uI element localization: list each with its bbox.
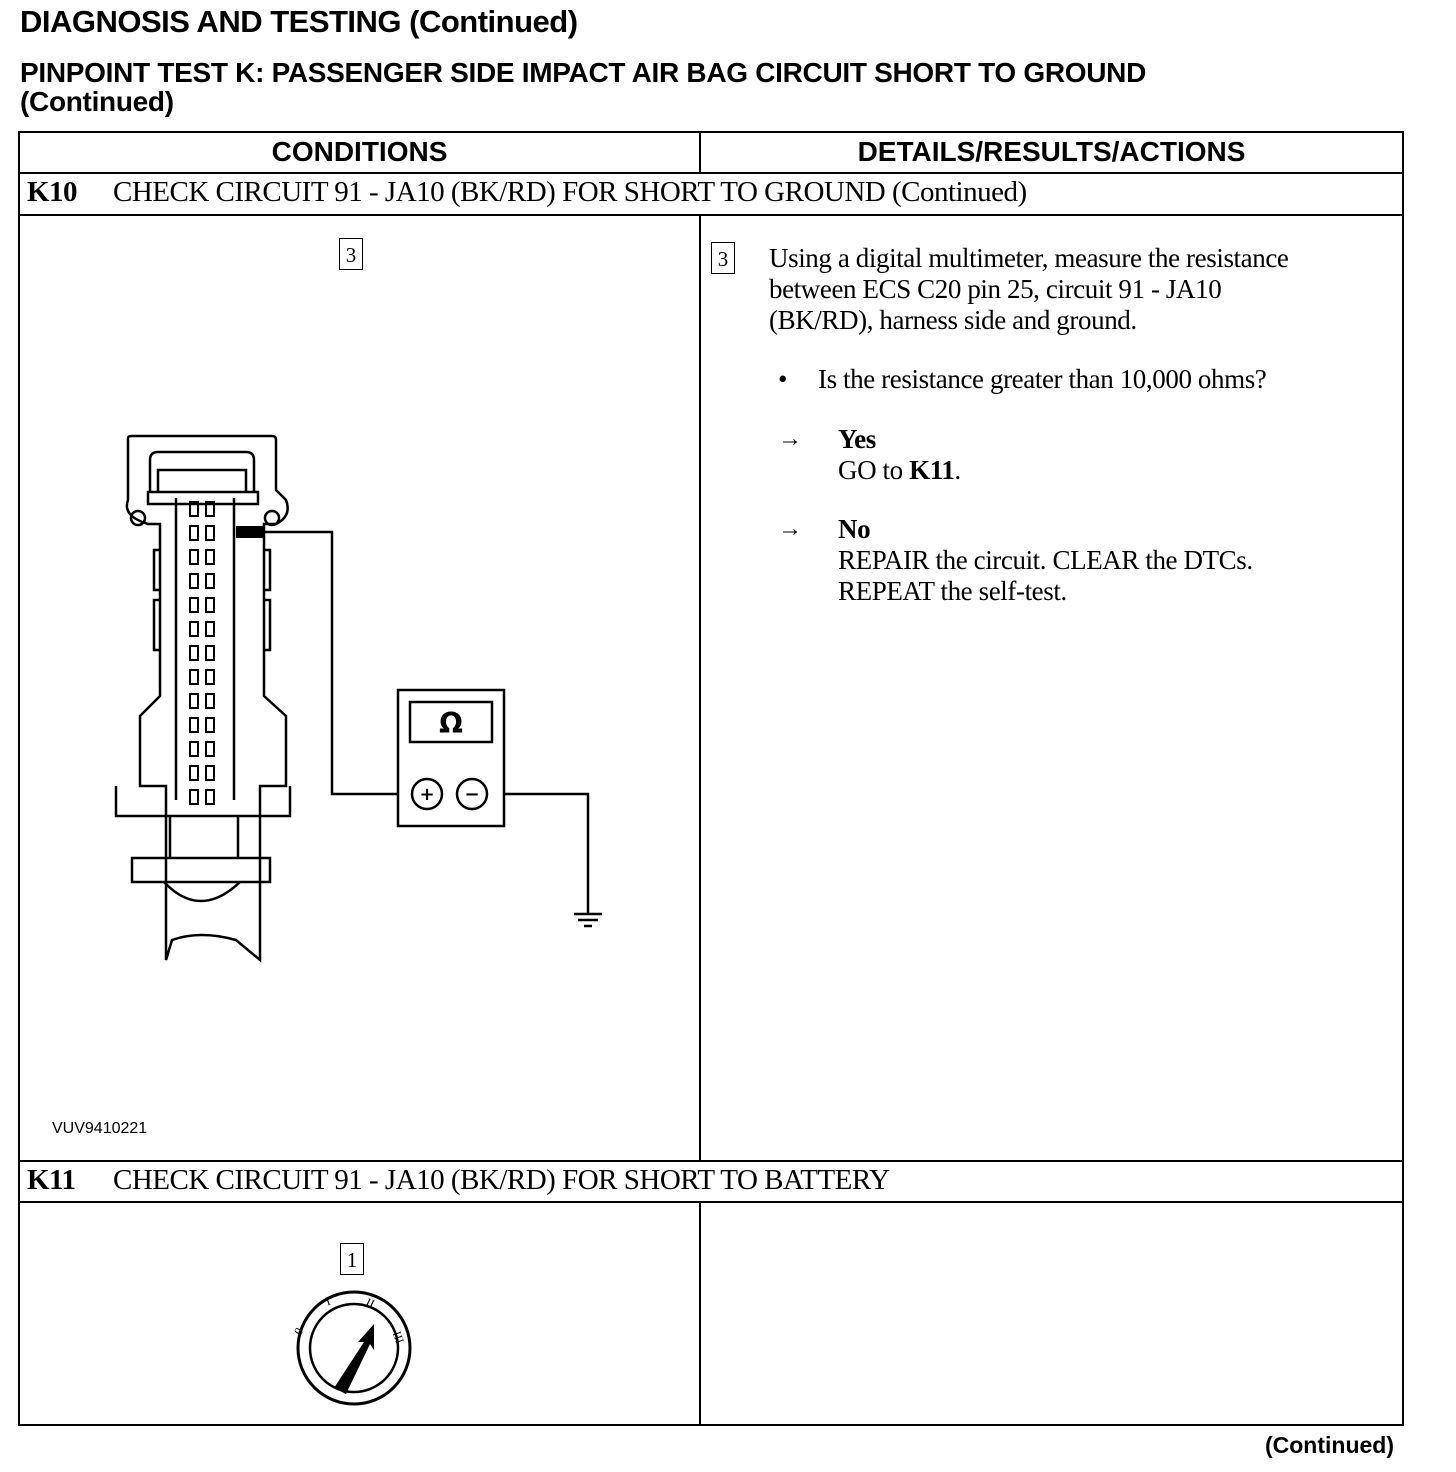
k11-header-border — [18, 1201, 1404, 1203]
column-divider-k11 — [699, 1201, 701, 1426]
table-top-border — [18, 131, 1404, 133]
table-bottom-border — [18, 1424, 1404, 1426]
ignition-position-3: III — [389, 1329, 408, 1346]
k10-step-box-conditions: 3 — [339, 238, 363, 270]
table-header-border — [18, 172, 1404, 174]
column-divider-k10 — [699, 214, 701, 1162]
ecs-connector-icon — [116, 436, 290, 960]
figure-code: VUV9410221 — [52, 1120, 148, 1137]
yes-action-prefix: GO to — [838, 455, 910, 485]
negative-terminal-label: − — [464, 784, 480, 805]
pinpoint-test-title — [20, 58, 1146, 116]
test-title-line1: PINPOINT TEST K: PASSENGER SIDE IMPACT AIR BAG CIRCUIT SHORT TO GROUND — [20, 57, 1147, 88]
k10-instruction — [769, 243, 1289, 336]
k10-heading — [27, 176, 1027, 209]
k11-title: CHECK CIRCUIT 91 - JA10 (BK/RD) FOR SHORT TO BATTERY — [113, 1164, 890, 1196]
ignition-position-1: I — [323, 1293, 333, 1309]
column-header-details: DETAILS/RESULTS/ACTIONS — [857, 136, 1246, 167]
instruction-line-3: (BK/RD), harness side and ground. — [769, 305, 1137, 335]
positive-terminal-label: + — [419, 784, 435, 805]
ohm-symbol: Ω — [439, 707, 463, 740]
test-title-line2: (Continued) — [20, 86, 174, 117]
k11-heading — [27, 1164, 890, 1197]
column-header-conditions: CONDITIONS — [271, 136, 448, 167]
table-left-border — [18, 131, 20, 1426]
no-action-line-2: REPEAT the self-test. — [838, 576, 1067, 606]
yes-label: Yes — [838, 424, 876, 454]
k10-id: K10 — [27, 176, 78, 208]
continued-footer: (Continued) — [1264, 1432, 1394, 1458]
page-title: DIAGNOSIS AND TESTING (Continued) — [20, 4, 578, 39]
connector-multimeter-diagram — [100, 420, 620, 980]
no-result — [838, 514, 1253, 607]
yes-action — [838, 455, 961, 486]
yes-result — [838, 424, 961, 486]
no-action-line-1: REPAIR the circuit. CLEAR the DTCs. — [838, 545, 1253, 575]
k10-question: Is the resistance greater than 10,000 ohms? — [818, 364, 1267, 394]
no-arrow-icon: → — [778, 516, 802, 542]
connector-pins — [190, 502, 214, 804]
yes-arrow-icon: → — [778, 426, 802, 452]
k11-step-box: 1 — [340, 1243, 364, 1275]
test-probe-icon — [236, 526, 264, 538]
yes-action-suffix: . — [954, 455, 961, 485]
k10-step-box-details: 3 — [711, 242, 735, 274]
instruction-line-1: Using a digital multimeter, measure the resistance — [769, 243, 1289, 273]
k10-title: CHECK CIRCUIT 91 - JA10 (BK/RD) FOR SHORT TO GROUND (Continued) — [113, 176, 1027, 208]
ignition-switch-icon — [290, 1282, 420, 1412]
ignition-position-0: 0 — [291, 1325, 307, 1338]
table-right-border — [1402, 131, 1404, 1426]
k11-top-border — [18, 1160, 1404, 1162]
ignition-position-2: II — [363, 1295, 377, 1312]
k11-id: K11 — [27, 1164, 76, 1196]
bullet-icon: • — [778, 364, 788, 394]
instruction-line-2: between ECS C20 pin 25, circuit 91 - JA10 — [769, 274, 1222, 304]
no-label: No — [838, 514, 871, 544]
yes-action-link[interactable]: K11 — [909, 455, 955, 485]
k10-header-border — [18, 214, 1404, 216]
